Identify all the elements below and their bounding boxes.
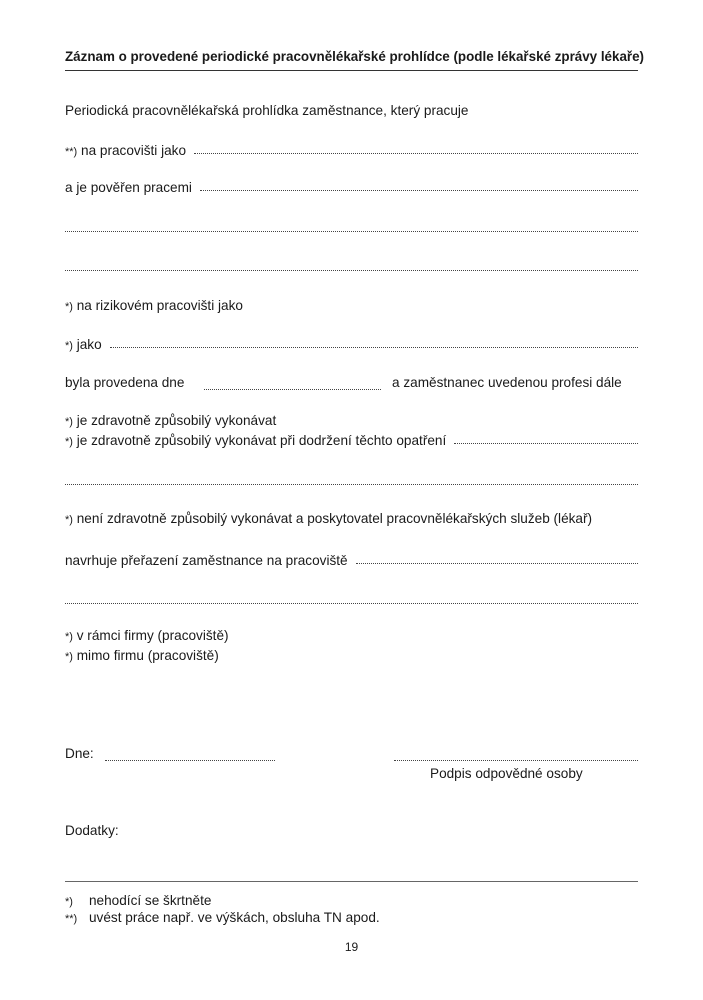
assigned-work-fill-line-2[interactable] — [65, 231, 638, 232]
intro-text: Periodická pracovnělékařská prohlídka zaměstnance, který pracuje — [65, 103, 469, 118]
double-asterisk-mark: **) — [65, 146, 78, 158]
fit-conditions-fill-line-2[interactable] — [65, 484, 638, 485]
footnote-item: **) uvést práce např. ve výškách, obsluha TN apod. — [65, 910, 380, 925]
assigned-work-fill-line[interactable] — [200, 190, 638, 191]
fit-conditions-fill-line[interactable] — [454, 443, 638, 444]
performed-suffix: a zaměstnanec uvedenou profesi dále — [392, 375, 622, 390]
performed-label: byla provedena dne — [65, 375, 185, 390]
risk-workplace-label: *) na rizikovém pracovišti jako — [65, 298, 243, 313]
assigned-work-label: a je pověřen pracemi — [65, 180, 192, 195]
transfer-label: navrhuje přeřazení zaměstnance na pracoviště — [65, 553, 348, 568]
assigned-work-fill-line-3[interactable] — [65, 270, 638, 271]
within-firm-option: *) v rámci firmy (pracoviště) — [65, 628, 229, 643]
as-label: *) jako — [65, 337, 102, 352]
outside-firm-option: *) mimo firmu (pracoviště) — [65, 648, 219, 663]
workplace-fill-line[interactable] — [194, 153, 638, 154]
unfit-option: *) není zdravotně způsobilý vykonávat a poskytovatel pracovnělékařských služeb (lékař) — [65, 511, 593, 526]
signature-label: Podpis odpovědné osoby — [430, 766, 583, 781]
transfer-field[interactable] — [65, 550, 638, 568]
workplace-label: **) na pracovišti jako — [65, 143, 187, 158]
transfer-fill-line[interactable] — [356, 563, 638, 564]
as-field[interactable] — [65, 334, 638, 352]
addenda-label: Dodatky: — [65, 823, 119, 838]
fit-conditions-field[interactable] — [65, 430, 638, 448]
workplace-field[interactable] — [65, 140, 638, 158]
date-label: Dne: — [65, 746, 94, 761]
fit-option: *) je zdravotně způsobilý vykonávat — [65, 413, 277, 428]
performed-date-fill-line[interactable] — [204, 389, 381, 390]
transfer-fill-line-2[interactable] — [65, 603, 638, 604]
footnote-separator — [65, 881, 638, 882]
title-rule — [65, 70, 638, 71]
as-fill-line[interactable] — [110, 347, 638, 348]
signature-fill-line[interactable] — [394, 760, 638, 761]
page-title: Záznam o provedené periodické pracovnělékařské prohlídce (podle lékařské zprávy lékaře) — [65, 49, 645, 64]
footnote-item: *) nehodící se škrtněte — [65, 893, 212, 908]
assigned-work-field[interactable] — [65, 177, 638, 195]
fit-conditions-label: *) je zdravotně způsobilý vykonávat při dodržení těchto opatření — [65, 433, 447, 448]
date-fill-line[interactable] — [105, 760, 275, 761]
page-number: 19 — [344, 940, 359, 954]
